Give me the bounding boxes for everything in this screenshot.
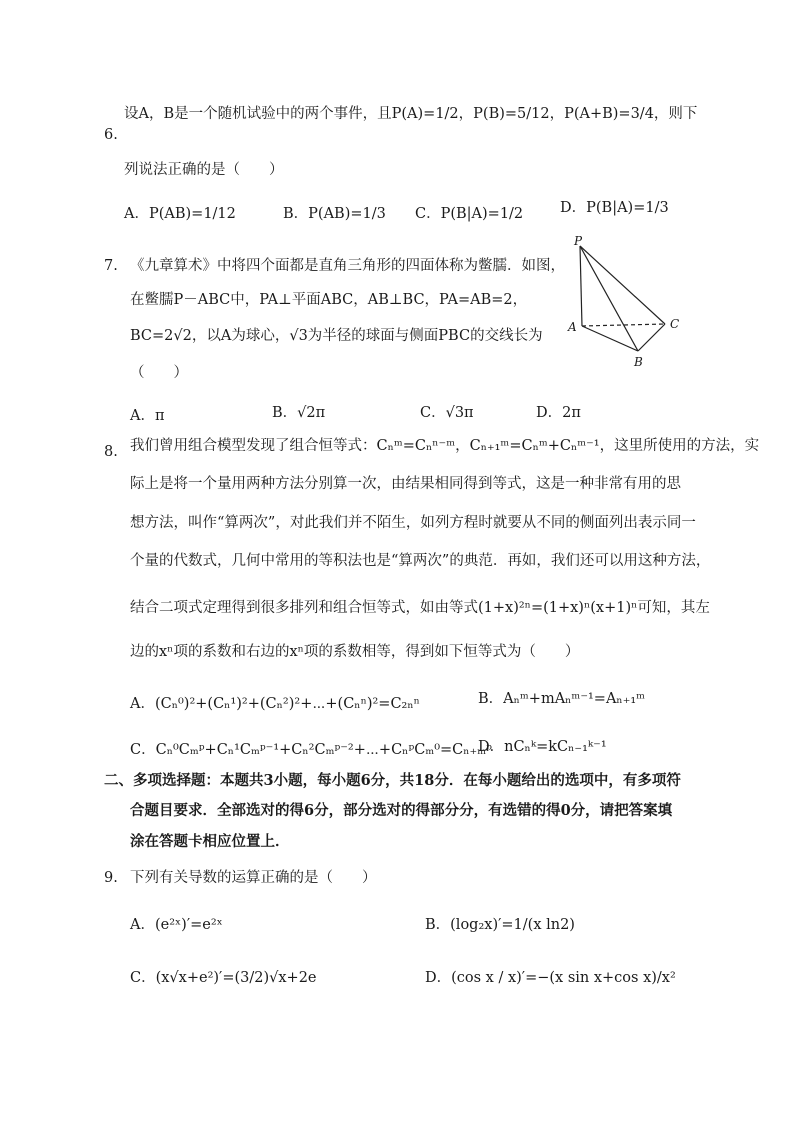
q6-option-d: D．P(B|A)=1/3	[560, 200, 669, 216]
edge-pc	[580, 246, 665, 324]
q8-option-c: C．Cₙ⁰Cₘᵖ+Cₙ¹Cₘᵖ⁻¹+Cₙ²Cₘᵖ⁻²+⋯+CₙᵖCₘ⁰=Cₙ₊ₘᵖ	[130, 742, 492, 758]
q6-option-b: B．P(AB)=1/3	[283, 206, 386, 222]
q9-option-c: C．(x√x+e²)′=(3/2)√x+2e	[130, 970, 317, 986]
edge-ab	[582, 326, 638, 351]
q6-option-a: A．P(AB)=1/12	[124, 206, 236, 222]
q8-line1: 我们曾用组合模型发现了组合恒等式：Cₙᵐ=Cₙⁿ⁻ᵐ，Cₙ₊₁ᵐ=Cₙᵐ+Cₙᵐ⁻¹，这里所使用的方法，实	[130, 438, 760, 454]
label-a: A	[568, 320, 577, 334]
q8-option-d: D．nCₙᵏ=kCₙ₋₁ᵏ⁻¹	[478, 739, 607, 755]
tetrahedron-figure	[560, 236, 690, 371]
q7-line1: 《九章算术》中将四个面都是直角三角形的四面体称为鳖臑．如图，	[130, 258, 565, 274]
q7-option-a: A．π	[130, 408, 165, 424]
q8-line4: 个量的代数式，几何中常用的等积法也是“算两次”的典范．再如，我们还可以用这种方法，	[130, 553, 711, 569]
edge-bc	[638, 324, 665, 351]
q7-option-d: D．2π	[536, 405, 581, 421]
q7-line4: （ ）	[130, 365, 188, 381]
q7-option-b: B．√2π	[272, 405, 326, 421]
q9-option-d: D．(cos x / x)′=−(x sin x+cos x)/x²	[425, 970, 676, 986]
section2-line3: 涂在答题卡相应位置上．	[130, 833, 290, 850]
q6-stem-line1: 设A，B是一个随机试验中的两个事件，且P(A)=1/2，P(B)=5/12，P(A+B)=3/4，则下	[124, 106, 698, 122]
q7-option-c: C．√3π	[420, 405, 474, 421]
label-b: B	[634, 355, 643, 369]
q8-line5: 结合二项式定理得到很多排列和组合恒等式，如由等式(1+x)²ⁿ=(1+x)ⁿ(x+1)ⁿ可知，其左	[130, 600, 710, 616]
q8-line6: 边的xⁿ项的系数和右边的xⁿ项的系数相等，得到如下恒等式为（ ）	[130, 644, 580, 660]
q7-line2: 在鳖臑P－ABC中，PA⊥平面ABC，AB⊥BC，PA=AB=2，	[130, 292, 528, 308]
q8-number: 8.	[104, 444, 118, 460]
edge-pb	[580, 246, 638, 351]
q8-line3: 想方法，叫作“算两次”，对此我们并不陌生，如列方程时就要从不同的侧面列出表示同一	[130, 515, 696, 531]
q9-number: 9.	[104, 870, 118, 886]
q7-line3: BC=2√2，以A为球心，√3为半径的球面与侧面PBC的交线长为	[130, 328, 543, 344]
section2-line1: 二、多项选择题：本题共3小题，每小题6分，共18分．在每小题给出的选项中，有多项符	[104, 772, 681, 789]
q8-option-a: A．(Cₙ⁰)²+(Cₙ¹)²+(Cₙ²)²+⋯+(Cₙⁿ)²=C₂ₙⁿ	[130, 696, 420, 712]
q6-option-c: C．P(B|A)=1/2	[415, 206, 524, 222]
section2-line2: 合题目要求．全部选对的得6分，部分选对的得部分分，有选错的得0分，请把答案填	[130, 802, 673, 819]
q8-option-b: B．Aₙᵐ+mAₙᵐ⁻¹=Aₙ₊₁ᵐ	[478, 691, 646, 707]
edge-pa	[580, 246, 582, 326]
q6-stem-line2: 列说法正确的是（ ）	[124, 162, 284, 178]
label-p: P	[574, 236, 583, 248]
q8-line2: 际上是将一个量用两种方法分别算一次，由结果相同得到等式，这是一种非常有用的思	[130, 476, 681, 492]
q9-option-b: B．(log₂x)′=1/(x ln2)	[425, 917, 575, 933]
q6-number: 6.	[104, 127, 118, 143]
label-c: C	[670, 317, 680, 331]
q9-option-a: A．(e²ˣ)′=e²ˣ	[130, 917, 223, 933]
q9-stem: 下列有关导数的运算正确的是（ ）	[130, 870, 377, 886]
q7-number: 7.	[104, 258, 118, 274]
